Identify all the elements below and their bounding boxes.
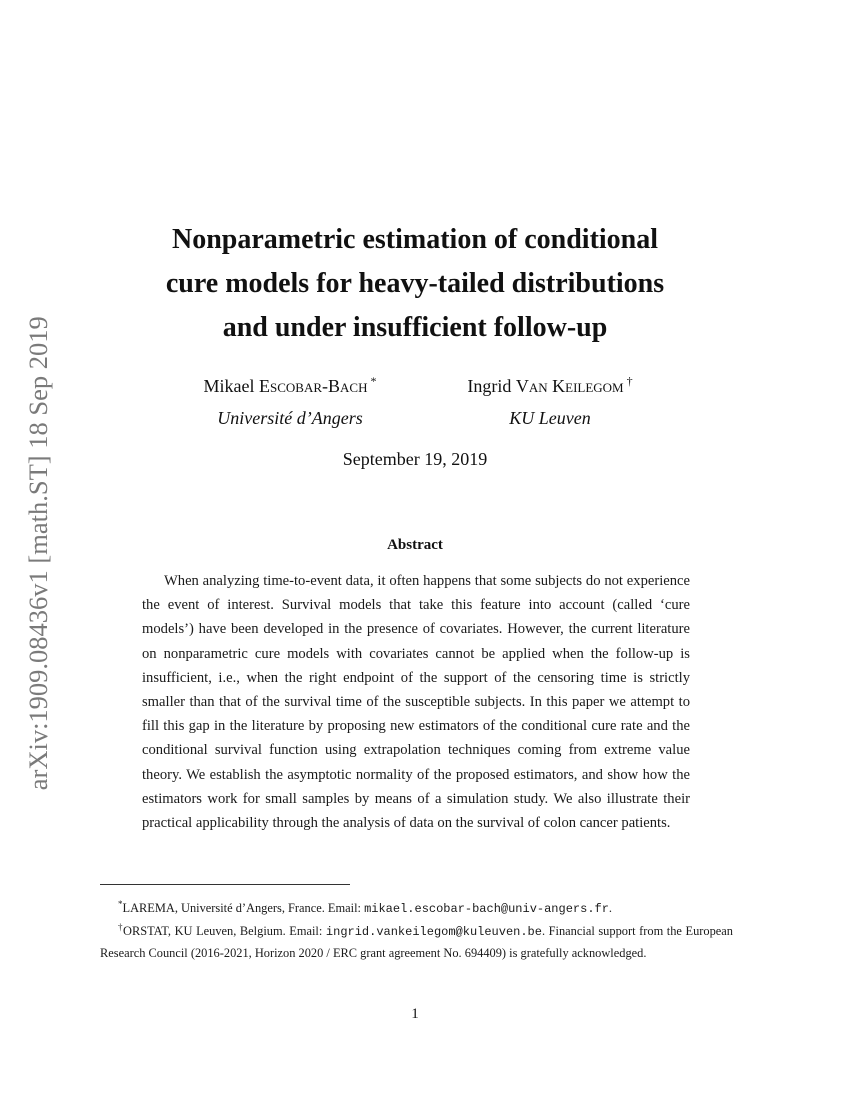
- footnote-author-1: [100, 898, 733, 921]
- email-link[interactable]: mikael.escobar-bach@univ-angers.fr: [364, 902, 609, 916]
- abstract-heading: Abstract: [387, 537, 443, 553]
- abstract-body: When analyzing time-to-event data, it often happens that some subjects do not experience the event of interest. Survival models that take this feature into account (called ‘cure models’) have been developed in the presence of covariates. However, the current literature on nonparametric cure models with covariates cannot be applied when the follow-up is insufficient, i.e., when the right endpoint of the support of the censoring time is strictly smaller than that of the survival time of the susceptible subjects. In this paper we attempt to fill this gap in the literature by proposing new estimators of the conditional cure rate and the conditional survival function using extrapolation techniques coming from extreme value theory. We establish the asymptotic normality of the proposed estimators, and show how the estimators work for small samples by means of a simulation study. We also illustrate their practical applicability through the analysis of data on the survival of colon cancer patients.: [142, 573, 690, 832]
- footnote-mark: †: [118, 921, 123, 932]
- author-affiliation: KU Leuven: [509, 408, 591, 428]
- arxiv-identifier-stamp: arXiv:1909.08436v1 [math.ST] 18 Sep 2019: [22, 316, 53, 791]
- title-line-3: and under insufficient follow-up: [222, 312, 608, 343]
- author-footnote-mark: †: [626, 374, 633, 388]
- paper-date: September 19, 2019: [342, 449, 488, 469]
- footnote-mark: *: [118, 898, 123, 909]
- author-escobar-bach: [160, 373, 420, 431]
- footnote-text-end: .: [608, 901, 613, 915]
- author-footnote-mark: *: [370, 374, 377, 388]
- footnotes: [100, 898, 733, 965]
- footnote-divider: [100, 884, 350, 885]
- author-last-name: Van Keilegom: [515, 376, 624, 396]
- author-affiliation: Université d’Angers: [217, 408, 363, 428]
- author-last-name: Escobar-Bach: [259, 376, 368, 396]
- author-name: [420, 373, 680, 399]
- title-line-2: cure models for heavy-tailed distributions: [165, 268, 665, 299]
- author-name: [160, 373, 420, 399]
- footnote-text-end: . Financial support from the European Research Council (2016-2021, Horizon 2020 / ERC grant agreement No. 694409) is gratefully acknowledged.: [100, 923, 733, 960]
- footnote-text: LAREMA, Université d’Angers, France. Email:: [122, 901, 365, 915]
- footnote-author-2: [100, 921, 733, 965]
- title-line-1: Nonparametric estimation of conditional: [171, 224, 659, 255]
- author-first-name: Mikael: [203, 376, 255, 396]
- paper-title: [100, 218, 730, 350]
- page-number: 1: [411, 1006, 419, 1022]
- author-van-keilegom: [420, 373, 680, 431]
- author-first-name: Ingrid: [467, 376, 512, 396]
- footnote-text: ORSTAT, KU Leuven, Belgium. Email:: [123, 923, 326, 938]
- email-link[interactable]: ingrid.vankeilegom@kuleuven.be: [325, 924, 542, 939]
